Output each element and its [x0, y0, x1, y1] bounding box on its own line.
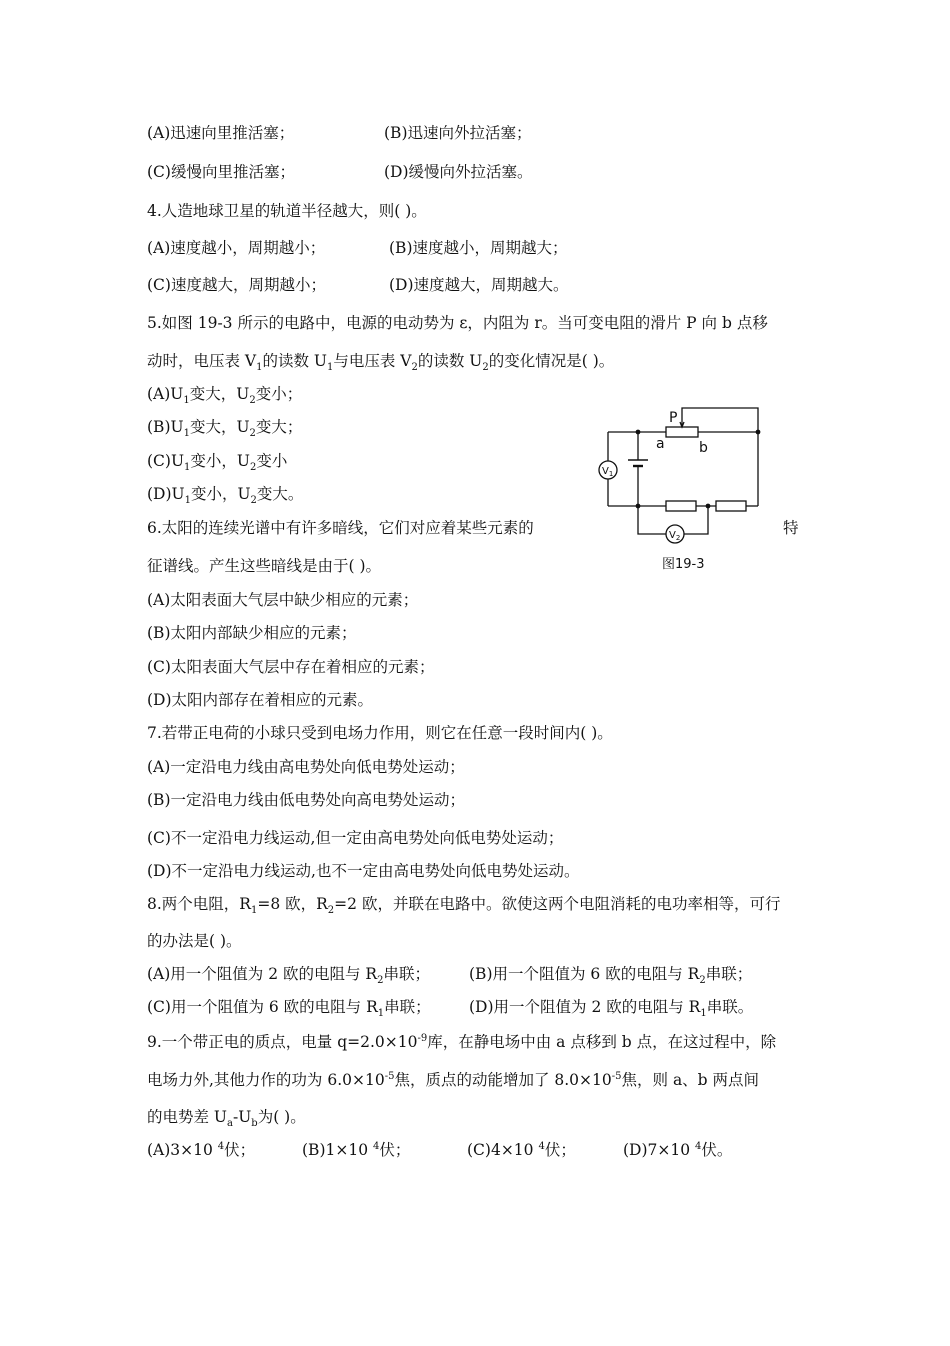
- q5-stem-line1: 5.如图 19-3 所示的电路中，电源的电动势为 ε，内阻为 r。当可变电阻的滑片 P 向 b 点移: [147, 314, 768, 332]
- circuit-diagram: [590, 402, 780, 580]
- label-p: P: [669, 410, 678, 426]
- q7-option-a: (A)一定沿电力线由高电势处向低电势处运动；: [147, 758, 465, 776]
- q9-option-a: (A)3×10 $^4$伏；: [147, 1140, 256, 1159]
- q6-option-a: (A)太阳表面大气层中缺少相应的元素；: [147, 591, 419, 609]
- figure-caption: 图19-3: [662, 557, 705, 572]
- q6-option-b: (B)太阳内部缺少相应的元素；: [147, 624, 357, 642]
- q6-option-d: (D)太阳内部存在着相应的元素。: [147, 691, 374, 709]
- q4-options-row1: [147, 237, 568, 259]
- q5-stem-line2: 动时，电压表 $V_1$的读数 $U_1$与电压表 $V_2$的读数 $U_2$的变化情况是( )。: [147, 352, 615, 374]
- q6-option-c: (C)太阳表面大气层中存在着相应的元素；: [147, 658, 435, 676]
- junction-dot: [706, 504, 711, 509]
- junction-dot: [636, 504, 641, 509]
- q9-option-d: (D)7×10 $^4$伏。: [623, 1140, 733, 1159]
- q3-option-c: (C)缓慢向里推活塞；: [147, 163, 295, 181]
- q9-stem-line3: 的电势差 $U_a-U_b$为( )。: [147, 1108, 306, 1130]
- q5-option-c: $(C)U_1$变小，$U_2$变小: [147, 452, 288, 474]
- q4-option-d: (D)速度越大，周期越大。: [389, 276, 569, 294]
- q4-options-row2: [147, 274, 569, 296]
- q3-options-row1: [147, 122, 532, 144]
- q3-option-d: (D)缓慢向外拉活塞。: [384, 163, 533, 181]
- q8-options-row2: [147, 996, 754, 1020]
- q6-stem-line1-end: 特: [783, 519, 799, 537]
- resistor-2: [716, 501, 746, 511]
- q3-option-a: (A)迅速向里推活塞；: [147, 124, 295, 142]
- q6-stem-line1: 6.太阳的连续光谱中有许多暗线，它们对应着某些元素的 特: [147, 519, 799, 537]
- q9-options-row: [147, 1139, 733, 1161]
- q9-stem-line2: 电场力外,其他力作的功为 $6.0\times 10^{-5}$焦，质点的动能增加了 $8.0\times 10^{-5}$焦，则 a、b 两点间: [147, 1070, 760, 1089]
- q3-options-row2: [147, 161, 533, 183]
- wire-v2-left: [638, 506, 666, 534]
- q8-option-a: (A)用一个阻值为 2 欧的电阻与 $R_2$串联；: [147, 965, 430, 987]
- label-b: b: [699, 440, 708, 456]
- q5-option-b: $(B)U_1$变大，$U_2$变大；: [147, 418, 303, 440]
- q4-option-b: (B)速度越小，周期越大；: [389, 239, 568, 257]
- q8-stem-line2: 的办法是( )。: [147, 932, 242, 950]
- q9-stem-line1: 9.一个带正电的质点，电量 $q=2.0\times 10^{-9}$库，在静电场中由 a 点移到 b 点，在这过程中，除: [147, 1032, 777, 1051]
- q5-option-a: $(A)U_1$变大，$U_2$变小；: [147, 385, 303, 407]
- q7-option-d: (D)不一定沿电力线运动,也不一定由高电势处向低电势处运动。: [147, 862, 580, 880]
- q7-option-c: (C)不一定沿电力线运动,但一定由高电势处向低电势处运动；: [147, 829, 564, 847]
- label-v2: $V_2$: [669, 530, 681, 542]
- q8-option-d: (D)用一个阻值为 2 欧的电阻与 $R_1$串联。: [469, 998, 754, 1020]
- q8-option-b: (B)用一个阻值为 6 欧的电阻与 $R_2$串联；: [469, 965, 753, 987]
- junction-dot: [756, 430, 761, 435]
- q7-option-b: (B)一定沿电力线由低电势处向高电势处运动；: [147, 791, 465, 809]
- q9-option-b: (B)1×10 $^4$伏；: [302, 1140, 411, 1159]
- q9-option-c: (C)4×10 $^4$伏；: [467, 1140, 576, 1159]
- q8-options-row1: [147, 963, 753, 987]
- junction-dot: [636, 430, 641, 435]
- label-a: a: [656, 436, 665, 452]
- q4-stem: 4.人造地球卫星的轨道半径越大，则( )。: [147, 202, 427, 220]
- q5-option-d: $(D)U_1$变小，$U_2$变大。: [147, 485, 304, 507]
- q3-option-b: (B)迅速向外拉活塞；: [384, 124, 532, 142]
- q7-stem: 7.若带正电荷的小球只受到电场力作用，则它在任意一段时间内( )。: [147, 724, 613, 742]
- q4-option-a: (A)速度越小，周期越小；: [147, 239, 326, 257]
- label-v1: $V_1$: [602, 466, 614, 478]
- q8-stem-line1: 8.两个电阻，$R_1=8$ 欧，$R_2=2$ 欧，并联在电路中。欲使这两个电阻消耗的电功率相等，可行: [147, 895, 781, 917]
- q6-stem-line2: 征谱线。产生这些暗线是由于( )。: [147, 557, 382, 575]
- resistor-1: [666, 501, 696, 511]
- circuit-figure: [590, 402, 780, 580]
- q4-option-c: (C)速度越大，周期越小；: [147, 276, 326, 294]
- q8-option-c: (C)用一个阻值为 6 欧的电阻与 $R_1$串联；: [147, 998, 431, 1020]
